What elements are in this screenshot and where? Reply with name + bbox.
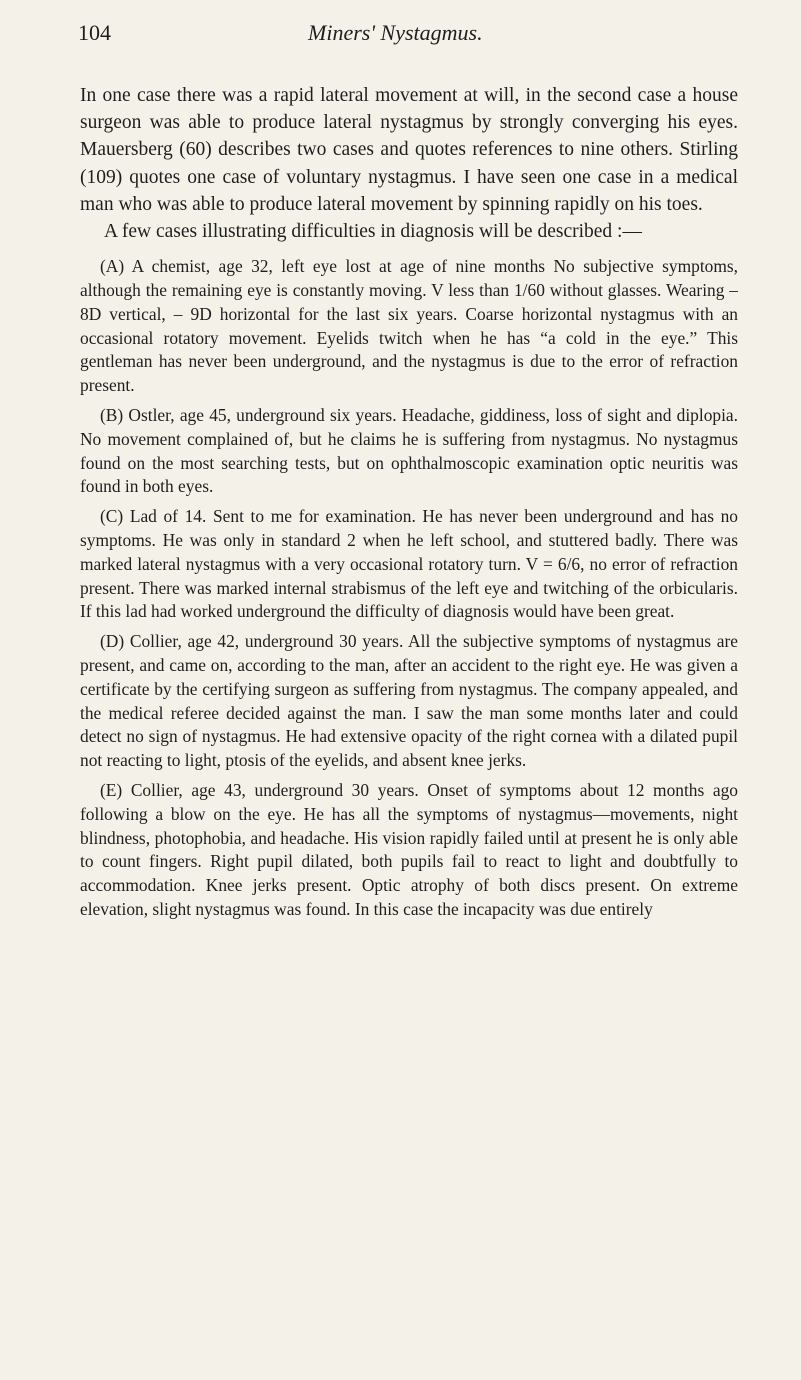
body-text	[80, 82, 738, 922]
case-e-paragraph: (E) Collier, age 43, underground 30 years. Onset of symptoms about 12 months ago following a blow on the eye. He has all the symptoms of nystagmus—movements, night blindness, photophobia, and headache. His vision rapidly failed until at present he is only able to count fingers. Right pupil dilated, both pupils fail to react to light and doubtfully to accommodation. Knee jerks present. Optic atrophy of both discs present. On extreme elevation, slight nystagmus was found. In this case the incapacity was due entirely	[80, 779, 738, 919]
page-number: 104	[78, 20, 111, 45]
intro-paragraph: In one case there was a rapid lateral movement at will, in the second case a house surgeon was able to produce lateral nystagmus by strongly converging his eyes. Mauersberg (60) describes two cases and quotes references to nine others. Stirling (109) quotes one case of voluntary nystagmus. I have seen one case in a medical man who was able to produce lateral movement by spinning rapidly on his toes.	[80, 85, 738, 215]
running-title: Miners' Nystagmus.	[308, 20, 483, 45]
running-header	[78, 20, 758, 50]
intro-paragraph-2: A few cases illustrating difficulties in diagnosis will be described :—	[104, 221, 642, 243]
case-a-paragraph: (A) A chemist, age 32, left eye lost at age of nine months No subjective symptoms, although the remaining eye is constantly moving. V less than 1/60 without glasses. Wearing – 8D vertical, – 9D horizontal for the last six years. Coarse horizontal nystagmus with an occasional rotatory movement. Eyelids twitch when he has “a cold in the eye.” This gentleman has never been underground, and the nystagmus is due to the error of refraction present.	[80, 256, 738, 396]
case-b-paragraph: (B) Ostler, age 45, underground six years. Headache, giddiness, loss of sight and diplopia. No movement complained of, but he claims he is suffering from nystagmus. No nystagmus found on the most searching tests, but on ophthalmoscopic examination optic neuritis was found in both eyes.	[80, 405, 738, 497]
section-gap	[80, 245, 738, 255]
case-c-paragraph: (C) Lad of 14. Sent to me for examination. He has never been underground and has no symptoms. He was only in standard 2 when he left school, and stuttered badly. There was marked lateral nystagmus with a very occasional rotatory turn. V = 6/6, no error of refraction present. There was marked internal strabismus of the left eye and twitching of the orbicularis. If this lad had worked underground the difficulty of diagnosis would have been great.	[80, 506, 738, 622]
case-d-paragraph: (D) Collier, age 42, underground 30 years. All the subjective symptoms of nystagmus are present, and came on, according to the man, after an accident to the right eye. He was given a certificate by the certifying surgeon as suffering from nystagmus. The company appealed, and the medical referee decided against the man. I saw the man some months later and could detect no sign of nystagmus. He had extensive opacity of the right cornea with a dilated pupil not reacting to light, ptosis of the eyelids, and absent knee jerks.	[80, 631, 738, 771]
